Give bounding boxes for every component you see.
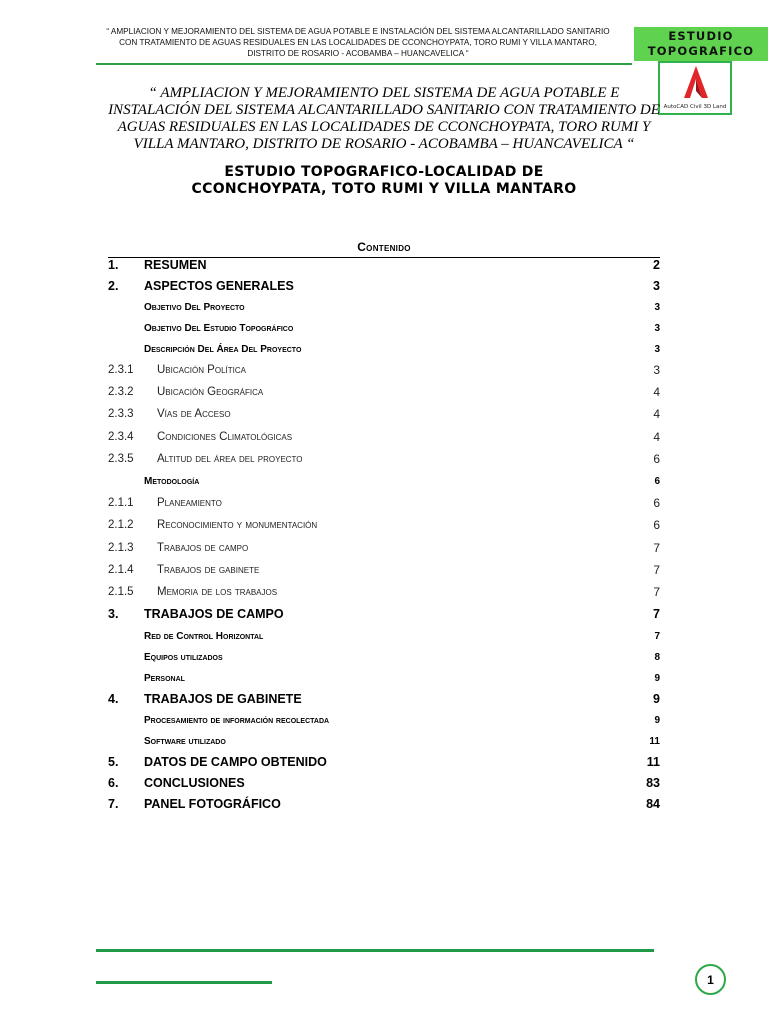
toc-item-page: 83	[646, 776, 660, 790]
toc-item-page: 7	[653, 607, 660, 621]
toc-item-page: 7	[653, 563, 660, 577]
toc-item-title: Red de Control Horizontal	[144, 630, 264, 642]
toc-item-title: Ubicación Geográfica	[157, 386, 264, 398]
toc-item[interactable]	[108, 277, 660, 295]
toc-item-title: Descripción Del Área Del Proyecto	[144, 343, 302, 355]
toc-item-page: 6	[654, 475, 660, 487]
toc-item-page: 3	[653, 363, 660, 377]
toc-item-number: 2.1.4	[108, 564, 134, 576]
toc-item-title: PANEL FOTOGRÁFICO	[144, 797, 281, 811]
toc-item-page: 3	[654, 322, 660, 334]
toc-item-page: 11	[646, 755, 660, 769]
toc-item-page: 8	[654, 651, 660, 663]
toc-item-number: 3.	[108, 607, 119, 621]
toc-item[interactable]	[108, 669, 660, 687]
toc-item-number: 1.	[108, 258, 119, 272]
autocad-logo-icon	[683, 65, 709, 99]
toc-item-page: 4	[653, 430, 660, 444]
toc-item-title: Metodología	[144, 475, 200, 487]
toc-item-page: 7	[654, 630, 660, 642]
toc-item-page: 9	[654, 672, 660, 684]
toc-item[interactable]	[108, 298, 660, 316]
toc-item-title: Trabajos de gabinete	[157, 564, 260, 576]
page-number: 1	[695, 964, 726, 995]
toc-item[interactable]	[108, 561, 660, 579]
toc-item-title: Equipos utilizados	[144, 651, 223, 663]
project-title: “ AMPLIACION Y MEJORAMIENTO DEL SISTEMA DE AGUA POTABLE E INSTALACIÓN DEL SISTEMA ALCANTARILLADO SANITARIO CON TRATAMIENTO DE AGUAS RESIDUALES EN LAS LOCALIDADES DE CCONCHOYPATA, TORO RUMI Y VILLA MANTARO, DISTRITO DE ROSARIO - ACOBAMBA – HUANCAVELICA “	[108, 85, 660, 152]
footer-divider	[96, 949, 654, 952]
toc-item[interactable]	[108, 732, 660, 750]
toc-item-number: 2.3.5	[108, 453, 134, 465]
toc-item-title: Objetivo Del Estudio Topográfico	[144, 322, 294, 334]
toc-item-number: 2.1.3	[108, 542, 134, 554]
toc-item-page: 4	[653, 385, 660, 399]
toc-item[interactable]	[108, 627, 660, 645]
logo-caption: AutoCAD Civil 3D Land	[663, 104, 727, 110]
toc-item-page: 7	[653, 541, 660, 555]
toc-item-number: 2.1.2	[108, 519, 134, 531]
toc-item-title: DATOS DE CAMPO OBTENIDO	[144, 755, 327, 769]
toc-item-page: 3	[654, 343, 660, 355]
toc-item-number: 2.	[108, 279, 119, 293]
toc-item-title: Software utilizado	[144, 735, 226, 747]
toc-item[interactable]	[108, 795, 660, 813]
toc-item-number: 5.	[108, 755, 119, 769]
toc-heading: Contenido	[357, 240, 411, 254]
toc-item-title: Objetivo Del Proyecto	[144, 301, 245, 313]
toc-item-page: 6	[653, 518, 660, 532]
toc-item-number: 2.3.4	[108, 431, 134, 443]
toc-item-title: Ubicación Política	[157, 364, 246, 376]
toc-item-page: 9	[653, 692, 660, 706]
section-badge	[634, 27, 768, 61]
autocad-logo	[658, 61, 732, 115]
toc-item-number: 2.3.3	[108, 408, 134, 420]
toc-item[interactable]	[108, 383, 660, 401]
toc-item[interactable]	[108, 361, 660, 379]
toc-item[interactable]	[108, 648, 660, 666]
toc-item[interactable]	[108, 516, 660, 534]
toc-item[interactable]	[108, 753, 660, 771]
toc-item[interactable]	[108, 450, 660, 468]
toc-item[interactable]	[108, 539, 660, 557]
header-divider	[96, 63, 632, 65]
badge-line-1: ESTUDIO	[668, 29, 734, 43]
toc-item[interactable]	[108, 256, 660, 274]
toc-item-page: 6	[653, 496, 660, 510]
header-title: “ AMPLIACION Y MEJORAMIENTO DEL SISTEMA DE AGUA POTABLE E INSTALACIÓN DEL SISTEMA ALCANTARILLADO SANITARIO CON TRATAMIENTO DE AGUAS RESIDUALES EN LAS LOCALIDADES DE CCONCHOYPATA, TORO RUMI Y VILLA MANTARO, DISTRITO DE ROSARIO - ACOBAMBA – HUANCAVELICA “	[106, 27, 610, 58]
toc-item-number: 4.	[108, 692, 119, 706]
toc-item-title: Reconocimiento y monumentación	[157, 519, 318, 531]
toc-item-title: TRABAJOS DE GABINETE	[144, 692, 302, 706]
toc-item-title: Altitud del área del proyecto	[157, 453, 303, 465]
toc-item-page: 4	[653, 407, 660, 421]
toc-item[interactable]	[108, 428, 660, 446]
toc-item-title: Personal	[144, 672, 185, 684]
toc-item-page: 6	[653, 452, 660, 466]
toc-item-title: Memoria de los trabajos	[157, 586, 278, 598]
toc-item[interactable]	[108, 774, 660, 792]
study-title: ESTUDIO TOPOGRAFICO-LOCALIDAD DE CCONCHOYPATA, TOTO RUMI Y VILLA MANTARO	[191, 164, 577, 197]
toc-item-number: 2.3.1	[108, 364, 134, 376]
toc-item-page: 7	[653, 585, 660, 599]
toc-item-title: Trabajos de campo	[157, 542, 249, 554]
toc-item-title: RESUMEN	[144, 258, 207, 272]
badge-line-2: TOPOGRAFICO	[647, 44, 755, 58]
toc-item-page: 3	[653, 279, 660, 293]
toc-item[interactable]	[108, 583, 660, 601]
toc-item[interactable]	[108, 405, 660, 423]
toc-item-title: TRABAJOS DE CAMPO	[144, 607, 284, 621]
toc-item-number: 7.	[108, 797, 119, 811]
toc-item-page: 84	[646, 797, 660, 811]
toc-item-title: Condiciones Climatológicas	[157, 431, 293, 443]
toc-item-title: Vías de Acceso	[157, 408, 231, 420]
toc-item[interactable]	[108, 472, 660, 490]
toc-item-page: 3	[654, 301, 660, 313]
toc-item-title: CONCLUSIONES	[144, 776, 245, 790]
toc-item-title: Procesamiento de información recolectada	[144, 714, 330, 726]
toc-item-number: 6.	[108, 776, 119, 790]
toc-item-title: ASPECTOS GENERALES	[144, 279, 294, 293]
toc-item[interactable]	[108, 690, 660, 708]
footer-divider-short	[96, 981, 272, 984]
toc-item-number: 2.1.5	[108, 586, 134, 598]
toc-item-page: 2	[653, 258, 660, 272]
toc-item-title: Planeamiento	[157, 497, 222, 509]
toc-item-number: 2.3.2	[108, 386, 134, 398]
toc-item[interactable]	[108, 340, 660, 358]
toc-item[interactable]	[108, 494, 660, 512]
toc-item-number: 2.1.1	[108, 497, 134, 509]
toc-item[interactable]	[108, 605, 660, 623]
toc-item-page: 9	[654, 714, 660, 726]
toc-item[interactable]	[108, 711, 660, 729]
toc-item[interactable]	[108, 319, 660, 337]
toc-item-page: 11	[649, 735, 660, 747]
